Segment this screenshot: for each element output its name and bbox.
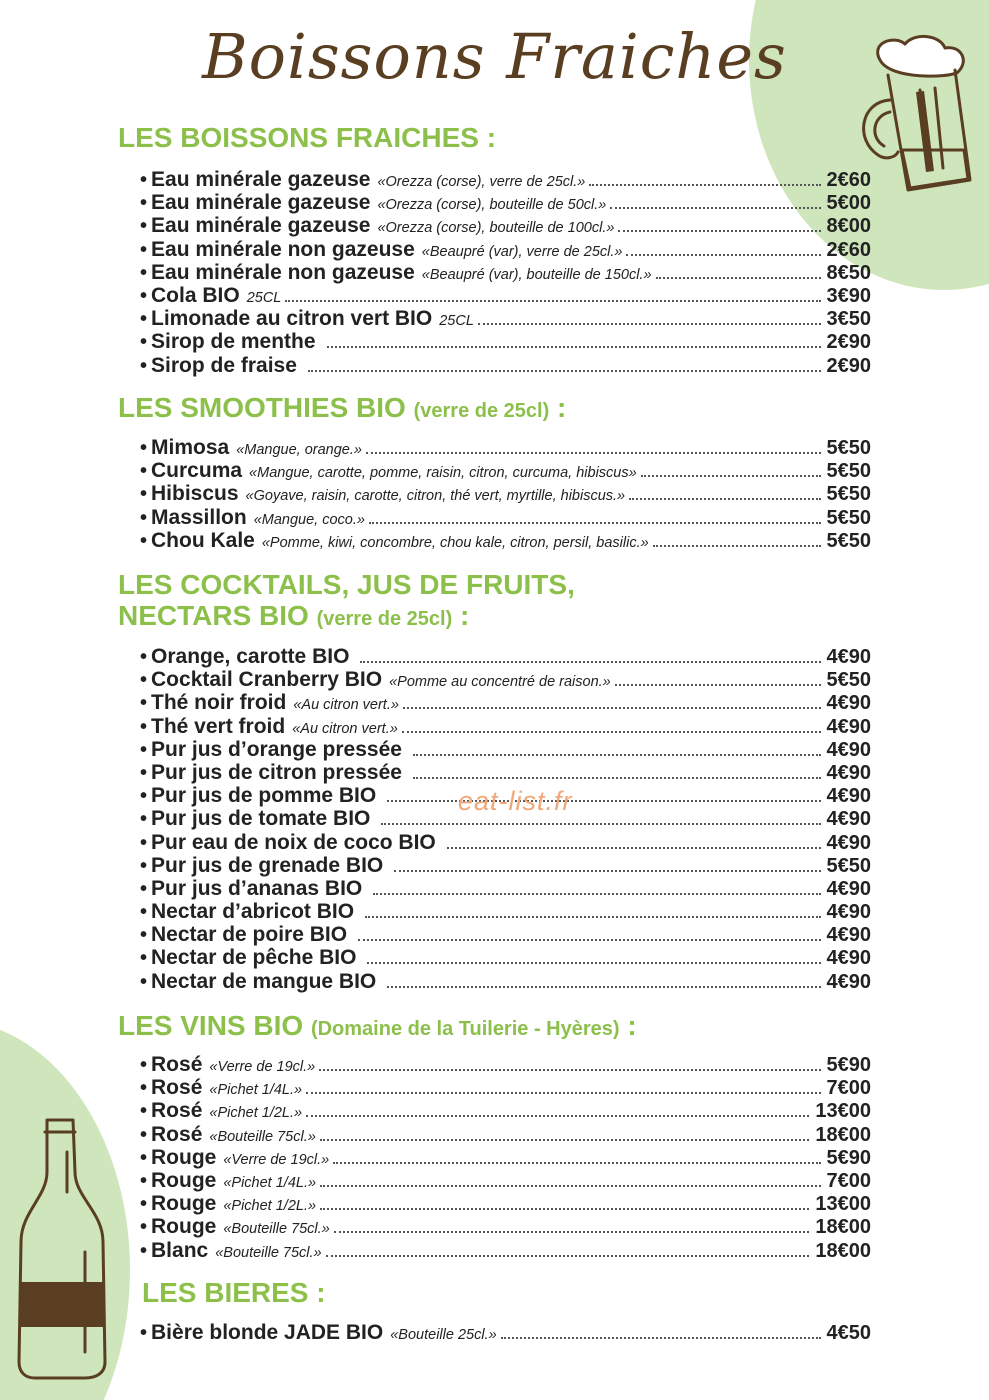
menu-item-price: 5€50 <box>826 483 871 506</box>
menu-item-description: «Pichet 1/2L.» <box>209 1105 303 1122</box>
menu-item-description: «Pichet 1/2L.» <box>223 1198 317 1215</box>
menu-item-bullet: • <box>140 1216 148 1239</box>
section-title-suffix: : <box>452 600 470 631</box>
menu-item <box>140 831 871 854</box>
menu-item-leader <box>403 707 821 709</box>
menu-item <box>140 691 871 714</box>
menu-item <box>140 1053 871 1076</box>
section-title-suffix: : <box>308 1277 326 1308</box>
menu-item-name: Eau minérale non gazeuse <box>151 237 415 261</box>
menu-item-leader <box>306 1115 809 1117</box>
menu-item-price: 4€90 <box>826 877 871 900</box>
menu-item <box>140 1192 871 1215</box>
section-subtitle: (verre de 25cl) <box>316 608 453 630</box>
menu-item-name: Pur jus de grenade BIO <box>151 853 384 877</box>
menu-item-name: Hibiscus <box>151 482 239 506</box>
menu-item <box>140 1239 871 1262</box>
section-title-bieres <box>142 1277 326 1308</box>
menu-item <box>140 854 871 877</box>
menu-item-price: 18€00 <box>815 1216 871 1239</box>
menu-item-description: «Pichet 1/4L.» <box>223 1174 317 1191</box>
menu-item-name: Thé noir froid <box>151 691 287 715</box>
menu-item <box>140 970 871 993</box>
menu-item-price: 5€50 <box>826 506 871 529</box>
menu-item-price: 4€90 <box>826 785 871 808</box>
menu-item-leader <box>447 847 821 849</box>
menu-item-name: Rouge <box>151 1145 217 1169</box>
section-title-text-line2: NECTARS BIO <box>118 600 309 631</box>
menu-item-name: Sirop de menthe <box>151 330 316 354</box>
menu-item-leader <box>326 1255 810 1257</box>
menu-item-leader <box>358 939 820 941</box>
menu-item-leader <box>387 986 820 988</box>
menu-item-price: 2€60 <box>826 169 871 191</box>
menu-item-price: 5€50 <box>826 460 871 483</box>
menu-item-bullet: • <box>140 901 148 924</box>
menu-item-leader <box>285 300 820 302</box>
menu-item-price: 7€00 <box>826 1169 871 1192</box>
menu-item-bullet: • <box>140 261 148 284</box>
menu-item-leader <box>629 498 820 500</box>
menu-item-leader <box>365 916 820 918</box>
menu-item-bullet: • <box>140 1146 148 1169</box>
menu-item-description: «Bouteille 75cl.» <box>209 1128 316 1145</box>
watermark: eat-list.fr <box>458 786 573 816</box>
menu-item-name: Pur jus d’orange pressée <box>151 737 402 761</box>
menu-item-name: Rosé <box>151 1076 203 1100</box>
menu-item-name: Cocktail Cranberry BIO <box>151 668 383 692</box>
menu-item-price: 2€90 <box>826 331 871 354</box>
menu-item-bullet: • <box>140 669 148 692</box>
menu-item-bullet: • <box>140 854 148 877</box>
menu-item-description: «Pomme au concentré de raison.» <box>389 674 611 691</box>
menu-item-price: 8€00 <box>826 215 871 238</box>
menu-item-bullet: • <box>140 529 148 552</box>
menu-item-bullet: • <box>140 169 148 191</box>
menu-item-bullet: • <box>140 192 148 215</box>
menu-item-price: 5€90 <box>826 1054 871 1076</box>
menu-item <box>140 506 871 529</box>
menu-item <box>140 946 871 969</box>
menu-item-name: Nectar de pêche BIO <box>151 946 357 970</box>
menu-item-leader <box>366 452 821 454</box>
section-title-suffix: : <box>619 1010 637 1041</box>
menu-item-price: 5€00 <box>826 192 871 215</box>
menu-item-description: «Pichet 1/4L.» <box>209 1082 303 1099</box>
menu-item <box>140 1146 871 1169</box>
menu-item-description: «Beaupré (var), verre de 25cl.» <box>421 243 623 260</box>
menu-item-bullet: • <box>140 785 148 808</box>
menu-item-bullet: • <box>140 1193 148 1216</box>
menu-item <box>140 645 871 668</box>
menu-item-price: 4€90 <box>826 692 871 715</box>
section-title-smoothies <box>118 392 566 427</box>
menu-item-price: 18€00 <box>815 1123 871 1146</box>
menu-item-price: 4€90 <box>826 970 871 993</box>
section-title-text: LES BIERES <box>142 1277 309 1308</box>
menu-item-price: 4€90 <box>826 831 871 854</box>
menu-item-leader <box>373 893 820 895</box>
menu-item <box>140 459 871 482</box>
menu-item-bullet: • <box>140 1077 148 1100</box>
menu-item-description: «Bouteille 25cl.» <box>390 1327 497 1343</box>
menu-item-description: «Orezza (corse), verre de 25cl.» <box>377 174 586 190</box>
menu-item-price: 5€50 <box>826 669 871 692</box>
menu-item-name: Rouge <box>151 1215 217 1239</box>
menu-item <box>140 214 871 237</box>
menu-item-bullet: • <box>140 1100 148 1123</box>
menu-item-bullet: • <box>140 761 148 784</box>
list-vins <box>140 1053 871 1262</box>
menu-item-bullet: • <box>140 947 148 970</box>
section-subtitle: (Domaine de la Tuilerie - Hyères) <box>310 1018 620 1040</box>
menu-item-name: Rouge <box>151 1168 217 1192</box>
list-smoothies <box>140 436 871 552</box>
menu-item <box>140 877 871 900</box>
section-title-suffix: : <box>549 392 567 423</box>
menu-item-price: 3€50 <box>826 308 871 331</box>
menu-item <box>140 1099 871 1122</box>
menu-item <box>140 1321 871 1344</box>
menu-item-description: «Goyave, raisin, carotte, citron, thé vert, myrtille, hibiscus.» <box>245 488 626 505</box>
menu-item-price: 4€90 <box>826 924 871 947</box>
menu-item-price: 4€90 <box>826 646 871 668</box>
menu-item-bullet: • <box>140 831 148 854</box>
menu-item-leader <box>501 1337 821 1339</box>
menu-item <box>140 1076 871 1099</box>
menu-item-price: 4€90 <box>826 947 871 970</box>
menu-item-bullet: • <box>140 284 148 307</box>
menu-item-leader <box>618 230 820 232</box>
menu-item-name: Nectar de mangue BIO <box>151 969 377 993</box>
menu-item-bullet: • <box>140 1322 148 1344</box>
list-cocktails-jus <box>140 645 871 993</box>
menu-item <box>140 330 871 353</box>
menu-item-leader <box>413 777 821 779</box>
menu-item-leader <box>387 800 820 802</box>
menu-item-bullet: • <box>140 483 148 506</box>
menu-item <box>140 529 871 552</box>
menu-item-name: Eau minérale gazeuse <box>151 168 371 191</box>
menu-item-bullet: • <box>140 1123 148 1146</box>
menu-item-leader <box>413 754 821 756</box>
menu-item-name: Pur eau de noix de coco BIO <box>151 830 436 854</box>
menu-item-name: Chou Kale <box>151 528 255 552</box>
menu-item <box>140 900 871 923</box>
section-title-boissons-fraiches <box>118 122 496 153</box>
menu-item-name: Pur jus d’ananas BIO <box>151 876 363 900</box>
menu-item <box>140 482 871 505</box>
menu-item-leader <box>320 1208 809 1210</box>
menu-item-price: 5€90 <box>826 1146 871 1169</box>
menu-item-leader <box>360 661 820 663</box>
menu-item-leader <box>653 545 821 547</box>
menu-item-price: 5€50 <box>826 437 871 459</box>
menu-item-price: 5€50 <box>826 854 871 877</box>
menu-item <box>140 354 871 377</box>
section-title-text: LES VINS BIO <box>118 1010 304 1041</box>
menu-item-leader <box>308 370 821 372</box>
menu-item-leader <box>334 1231 810 1233</box>
menu-item-bullet: • <box>140 460 148 483</box>
menu-item <box>140 715 871 738</box>
menu-item-bullet: • <box>140 331 148 354</box>
menu-item-name: Curcuma <box>151 459 243 483</box>
section-title-cocktails <box>118 569 575 635</box>
menu-item-leader <box>320 1139 810 1141</box>
menu-item-description: 25CL <box>439 313 474 330</box>
menu-item-name: Nectar d’abricot BIO <box>151 900 355 924</box>
menu-item-bullet: • <box>140 1054 148 1076</box>
menu-item-name: Rosé <box>151 1122 203 1146</box>
menu-item-name: Rosé <box>151 1053 203 1076</box>
menu-item-description: «Mangue, coco.» <box>253 511 365 528</box>
menu-item-bullet: • <box>140 437 148 459</box>
menu-item-description: «Pomme, kiwi, concombre, chou kale, citron, persil, basilic.» <box>261 534 649 551</box>
menu-item <box>140 738 871 761</box>
menu-item-price: 3€90 <box>826 284 871 307</box>
menu-item-name: Thé vert froid <box>151 714 286 738</box>
menu-item <box>140 238 871 261</box>
section-title-text: LES BOISSONS FRAICHES <box>118 122 479 153</box>
menu-item-leader <box>367 962 820 964</box>
menu-item <box>140 307 871 330</box>
menu-item-leader <box>369 522 821 524</box>
menu-item-description: «Beaupré (var), bouteille de 150cl.» <box>421 266 652 283</box>
menu-item-leader <box>656 277 821 279</box>
menu-item-leader <box>333 1162 820 1164</box>
menu-item-description: «Mangue, carotte, pomme, raisin, citron, curcuma, hibiscus» <box>249 465 637 482</box>
menu-item-name: Blanc <box>151 1238 209 1262</box>
menu-item-description: «Verre de 19cl.» <box>209 1059 316 1075</box>
menu-item-price: 4€90 <box>826 738 871 761</box>
menu-item-price: 13€00 <box>815 1193 871 1216</box>
menu-item <box>140 168 871 191</box>
menu-item-bullet: • <box>140 1169 148 1192</box>
menu-item-bullet: • <box>140 238 148 261</box>
menu-item-name: Pur jus de citron pressée <box>151 760 402 784</box>
menu-item-bullet: • <box>140 738 148 761</box>
menu-item-leader <box>320 1185 820 1187</box>
list-bieres <box>140 1321 871 1344</box>
menu-item-name: Limonade au citron vert BIO <box>151 307 433 331</box>
menu-item-price: 7€00 <box>826 1077 871 1100</box>
menu-item-name: Nectar de poire BIO <box>151 923 348 947</box>
menu-item-bullet: • <box>140 354 148 377</box>
menu-item <box>140 761 871 784</box>
menu-item-name: Pur jus de pomme BIO <box>151 784 377 808</box>
menu-item-leader <box>306 1092 820 1094</box>
menu-item-name: Cola BIO <box>151 283 240 307</box>
menu-item-leader <box>394 870 820 872</box>
menu-item-leader <box>327 346 821 348</box>
menu-item-description: «Bouteille 75cl.» <box>223 1221 330 1238</box>
page-title: Boissons Fraiches <box>202 20 787 93</box>
menu-item-bullet: • <box>140 715 148 738</box>
menu-item-name: Eau minérale non gazeuse <box>151 260 415 284</box>
menu-item-name: Eau minérale gazeuse <box>151 214 371 238</box>
menu-item <box>140 261 871 284</box>
section-title-text: LES COCKTAILS, JUS DE FRUITS, <box>118 569 575 600</box>
menu-item-leader <box>381 823 820 825</box>
menu-item-bullet: • <box>140 692 148 715</box>
section-subtitle: (verre de 25cl) <box>413 400 550 422</box>
menu-item-price: 2€60 <box>826 238 871 261</box>
menu-item <box>140 191 871 214</box>
menu-item-leader <box>402 731 821 733</box>
menu-item-bullet: • <box>140 646 148 668</box>
section-title-suffix: : <box>478 122 497 153</box>
menu-item-bullet: • <box>140 1239 148 1262</box>
menu-item-description: «Orezza (corse), bouteille de 50cl.» <box>377 197 607 214</box>
menu-item-bullet: • <box>140 877 148 900</box>
menu-item <box>140 436 871 459</box>
menu-item-leader <box>478 323 821 325</box>
menu-item-price: 4€90 <box>826 761 871 784</box>
menu-item <box>140 1215 871 1238</box>
menu-item <box>140 668 871 691</box>
menu-item-leader <box>589 184 820 186</box>
menu-item <box>140 284 871 307</box>
menu-item-price: 4€90 <box>826 901 871 924</box>
menu-item-description: «Bouteille 75cl.» <box>215 1244 322 1261</box>
section-title-text: LES SMOOTHIES BIO <box>118 392 406 423</box>
menu-item-name: Pur jus de tomate BIO <box>151 807 371 831</box>
menu-item-name: Mimosa <box>151 436 230 459</box>
menu-item-name: Massillon <box>151 505 247 529</box>
section-title-vins <box>118 1010 637 1045</box>
menu-item-bullet: • <box>140 970 148 993</box>
menu-item-bullet: • <box>140 308 148 331</box>
menu-item-price: 5€50 <box>826 529 871 552</box>
menu-item-bullet: • <box>140 506 148 529</box>
menu-item <box>140 1169 871 1192</box>
menu-item-price: 4€50 <box>826 1322 871 1344</box>
list-boissons-fraiches <box>140 168 871 377</box>
wine-bottle-icon <box>15 1112 110 1382</box>
menu-item-name: Rosé <box>151 1099 203 1123</box>
menu-item-price: 2€90 <box>826 354 871 377</box>
menu-item-description: «Verre de 19cl.» <box>223 1151 330 1168</box>
menu-item-bullet: • <box>140 215 148 238</box>
menu-item-name: Bière blonde JADE BIO <box>151 1321 384 1344</box>
menu-item-description: «Au citron vert.» <box>292 720 398 737</box>
menu-item-leader <box>626 254 820 256</box>
menu-item-name: Rouge <box>151 1192 217 1216</box>
menu-item-name: Eau minérale gazeuse <box>151 191 371 215</box>
menu-item <box>140 1123 871 1146</box>
menu-item-name: Orange, carotte BIO <box>151 645 350 668</box>
menu-item <box>140 923 871 946</box>
menu-item-leader <box>615 684 821 686</box>
menu-item-bullet: • <box>140 924 148 947</box>
menu-item-leader <box>641 475 821 477</box>
menu-item-name: Sirop de fraise <box>151 353 297 377</box>
menu-item-price: 18€00 <box>815 1239 871 1262</box>
menu-item-price: 4€90 <box>826 808 871 831</box>
menu-item-bullet: • <box>140 808 148 831</box>
menu-item-description: 25CL <box>246 289 282 306</box>
menu-item-leader <box>610 207 820 209</box>
menu-item-price: 13€00 <box>815 1100 871 1123</box>
menu-item-description: «Mangue, orange.» <box>236 442 362 458</box>
menu-item-price: 4€90 <box>826 715 871 738</box>
menu-item-description: «Au citron vert.» <box>293 697 399 714</box>
menu-item-leader <box>319 1069 820 1071</box>
menu-item-description: «Orezza (corse), bouteille de 100cl.» <box>377 220 615 237</box>
menu-item-price: 8€50 <box>826 261 871 284</box>
